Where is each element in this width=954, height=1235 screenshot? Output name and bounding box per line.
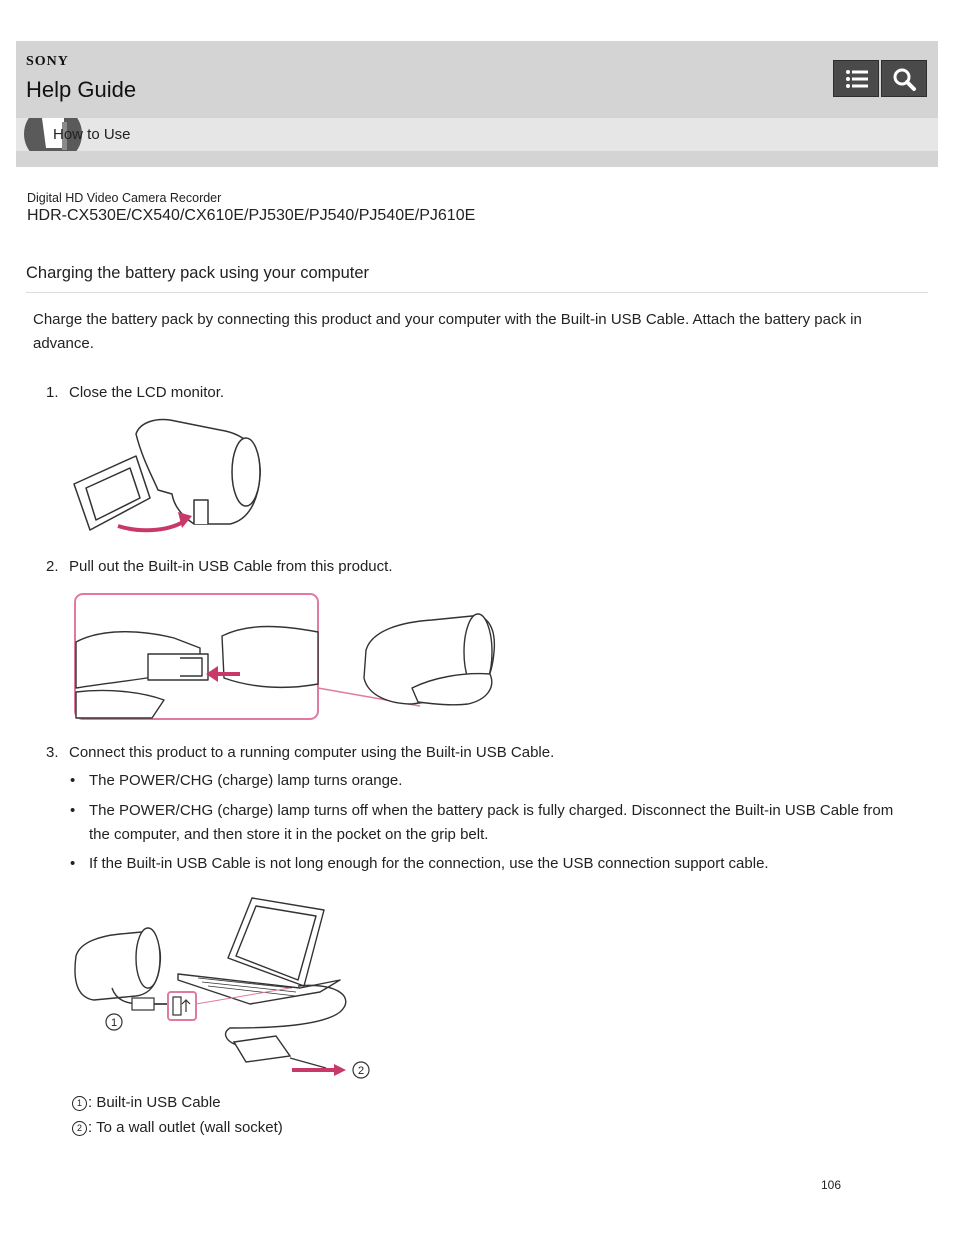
site-header <box>16 41 938 118</box>
step-text: Pull out the Built-in USB Cable from this product. <box>69 558 393 575</box>
legend-text: : To a wall outlet (wall socket) <box>88 1119 283 1136</box>
section-nav-underbar <box>16 151 938 167</box>
step-text: Connect this product to a running computer using the Built-in USB Cable. <box>69 744 555 761</box>
bullet-dot: • <box>70 855 76 872</box>
bullet-dot: • <box>70 802 76 819</box>
close-lcd-illustration <box>70 416 266 534</box>
table-of-contents-button[interactable] <box>833 60 879 97</box>
legend-item <box>72 1094 221 1111</box>
computer-connection-illustration <box>70 896 376 1084</box>
bullet-text: The POWER/CHG (charge) lamp turns orange. <box>89 772 403 789</box>
step-number: 2. <box>46 558 59 575</box>
bullet-text: If the Built-in USB Cable is not long enough for the connection, use the USB connection support cable. <box>89 855 769 872</box>
list-icon <box>834 61 880 98</box>
step-number: 1. <box>46 384 59 401</box>
help-guide-title[interactable]: Help Guide <box>26 77 137 102</box>
legend-text: : Built-in USB Cable <box>88 1094 221 1111</box>
callout-marker-1: 1 <box>110 1017 118 1029</box>
bullet-dot: • <box>70 772 76 789</box>
legend-marker: 1 <box>72 1096 87 1111</box>
page-title: Charging the battery pack using your computer <box>26 264 370 282</box>
step-text: Close the LCD monitor. <box>69 384 225 401</box>
search-button[interactable] <box>881 60 927 97</box>
legend-marker: 2 <box>72 1121 87 1136</box>
sony-logo: SONY <box>26 54 69 69</box>
search-icon <box>882 61 928 98</box>
intro-paragraph: Charge the battery pack by connecting this product and your computer with the Built-in USB Cable. Attach the battery pack in advance. <box>33 311 862 352</box>
page-number: 106 <box>821 1178 842 1192</box>
pull-out-usb-illustration <box>72 592 502 722</box>
step-number: 3. <box>46 744 59 761</box>
product-models: HDR-CX530E/CX540/CX610E/PJ530E/PJ540/PJ540E/PJ610E <box>27 207 476 224</box>
title-divider <box>26 292 928 293</box>
product-type: Digital HD Video Camera Recorder <box>27 191 222 205</box>
section-nav-bar <box>16 118 938 151</box>
bullet-text: The POWER/CHG (charge) lamp turns off when the battery pack is fully charged. Disconnect the Built-in USB Cable from the computer, and then store it in the pocket on the grip belt. <box>89 802 894 843</box>
callout-marker-2: 2 <box>357 1065 365 1077</box>
how-to-use-link[interactable]: How to Use <box>53 126 131 143</box>
legend-item <box>72 1119 283 1136</box>
